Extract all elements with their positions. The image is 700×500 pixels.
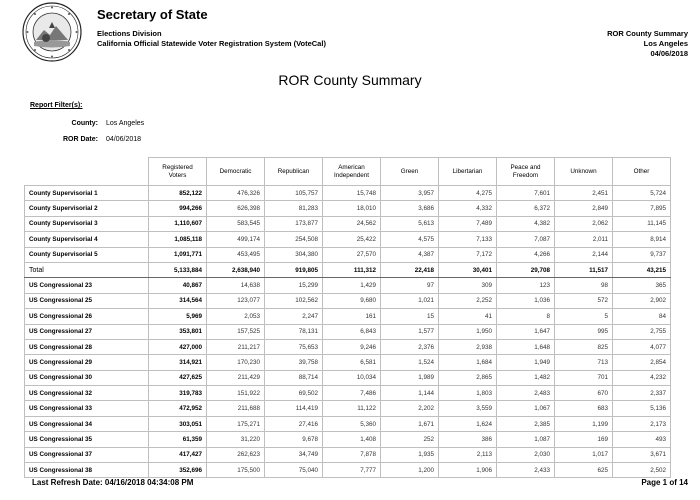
table-cell: 2,433 [497, 463, 555, 478]
table-cell: 262,623 [207, 447, 265, 462]
table-cell: 625 [555, 463, 613, 478]
table-cell: 1,803 [439, 386, 497, 401]
table-cell: 583,545 [207, 216, 265, 231]
table-cell: 3,957 [381, 186, 439, 201]
table-cell: 1,017 [555, 447, 613, 462]
table-cell: 5,969 [149, 309, 207, 324]
table-cell: 34,749 [265, 447, 323, 462]
table-cell: 683 [555, 401, 613, 416]
table-cell: 2,854 [613, 355, 671, 370]
table-cell: 713 [555, 355, 613, 370]
table-cell: 309 [439, 278, 497, 293]
table-cell: 995 [555, 324, 613, 339]
table-cell: 14,638 [207, 278, 265, 293]
table-row [25, 278, 671, 293]
table-cell: 4,387 [381, 247, 439, 262]
table-cell: 2,483 [497, 386, 555, 401]
table-cell: 173,877 [265, 216, 323, 231]
table-cell: 211,688 [207, 401, 265, 416]
table-cell: 852,122 [149, 186, 207, 201]
table-cell: 252 [381, 432, 439, 447]
table-cell: 493 [613, 432, 671, 447]
table-cell: 1,021 [381, 293, 439, 308]
table-row [25, 432, 671, 447]
row-label: US Congressional 38 [25, 463, 149, 478]
table-cell: 2,144 [555, 247, 613, 262]
row-label: US Congressional 30 [25, 370, 149, 385]
table-cell: 365 [613, 278, 671, 293]
column-header: Green [381, 158, 439, 186]
table-cell: 41 [439, 309, 497, 324]
row-label: US Congressional 28 [25, 339, 149, 354]
table-row [25, 339, 671, 354]
table-cell: 40,867 [149, 278, 207, 293]
table-cell: 1,648 [497, 339, 555, 354]
table-cell: 7,895 [613, 201, 671, 216]
row-label: US Congressional 33 [25, 401, 149, 416]
table-cell: 4,232 [613, 370, 671, 385]
table-cell: 352,696 [149, 463, 207, 478]
table-row [25, 293, 671, 308]
table-cell: 31,220 [207, 432, 265, 447]
filter-date-key: ROR Date: [62, 136, 98, 143]
agency-name: Secretary of State [97, 7, 208, 22]
summary-table [24, 157, 671, 478]
table-cell: 825 [555, 339, 613, 354]
table-row [25, 232, 671, 247]
table-row [25, 463, 671, 478]
division-name: Elections Division [97, 29, 162, 38]
table-cell: 5,613 [381, 216, 439, 231]
table-row [25, 186, 671, 201]
table-cell: 2,376 [381, 339, 439, 354]
column-header: Peace and Freedom [497, 158, 555, 186]
table-cell: 499,174 [207, 232, 265, 247]
table-cell: 2,755 [613, 324, 671, 339]
table-cell: 75,653 [265, 339, 323, 354]
table-total-row [25, 262, 671, 277]
table-cell: 353,801 [149, 324, 207, 339]
table-cell: 1,200 [381, 463, 439, 478]
table-cell: 75,040 [265, 463, 323, 478]
row-label: US Congressional 27 [25, 324, 149, 339]
table-cell: 105,757 [265, 186, 323, 201]
table-cell: 10,034 [323, 370, 381, 385]
table-cell: 2,385 [497, 416, 555, 431]
table-cell: 1,199 [555, 416, 613, 431]
table-cell: 626,398 [207, 201, 265, 216]
table-row [25, 216, 671, 231]
table-cell: 4,382 [497, 216, 555, 231]
table-cell: 9,680 [323, 293, 381, 308]
table-cell: 2,053 [207, 309, 265, 324]
table-cell: 7,172 [439, 247, 497, 262]
table-cell: 4,266 [497, 247, 555, 262]
table-row [25, 324, 671, 339]
table-cell: 7,133 [439, 232, 497, 247]
table-cell: 1,684 [439, 355, 497, 370]
state-seal-icon [22, 2, 82, 62]
table-row [25, 386, 671, 401]
table-cell: 2,011 [555, 232, 613, 247]
table-header-row [25, 158, 671, 186]
column-header: American Independent [323, 158, 381, 186]
table-cell: 1,408 [323, 432, 381, 447]
table-cell: 6,581 [323, 355, 381, 370]
table-cell: 4,077 [613, 339, 671, 354]
table-cell: 6,372 [497, 201, 555, 216]
page-indicator: Page 1 of 14 [641, 478, 688, 487]
table-cell: 1,110,607 [149, 216, 207, 231]
table-cell: 25,422 [323, 232, 381, 247]
table-cell: 919,805 [265, 262, 323, 277]
table-cell: 1,577 [381, 324, 439, 339]
table-cell: 1,624 [439, 416, 497, 431]
table-cell: 417,427 [149, 447, 207, 462]
report-meta [607, 29, 688, 59]
table-cell: 98 [555, 278, 613, 293]
table-cell: 476,326 [207, 186, 265, 201]
table-cell: 4,275 [439, 186, 497, 201]
table-cell: 39,758 [265, 355, 323, 370]
table-cell: 7,489 [439, 216, 497, 231]
filter-county-value: Los Angeles [106, 120, 145, 127]
table-cell: 9,737 [613, 247, 671, 262]
table-cell: 123,077 [207, 293, 265, 308]
table-cell: 78,131 [265, 324, 323, 339]
filter-date-value: 04/06/2018 [106, 136, 142, 143]
table-cell: 5,136 [613, 401, 671, 416]
table-cell: 1,085,118 [149, 232, 207, 247]
table-cell: 2,337 [613, 386, 671, 401]
table-cell: 319,783 [149, 386, 207, 401]
table-cell: 1,482 [497, 370, 555, 385]
table-cell: 11,122 [323, 401, 381, 416]
table-cell: 2,902 [613, 293, 671, 308]
column-header: Unknown [555, 158, 613, 186]
table-cell: 8,914 [613, 232, 671, 247]
table-cell: 7,486 [323, 386, 381, 401]
table-body [25, 186, 671, 478]
table-cell: 5,360 [323, 416, 381, 431]
table-cell: 2,638,940 [207, 262, 265, 277]
table-cell: 701 [555, 370, 613, 385]
table-cell: 123 [497, 278, 555, 293]
table-cell: 3,671 [613, 447, 671, 462]
table-cell: 2,113 [439, 447, 497, 462]
table-cell: 114,419 [265, 401, 323, 416]
table-cell: 7,601 [497, 186, 555, 201]
table-cell: 314,921 [149, 355, 207, 370]
table-cell: 9,678 [265, 432, 323, 447]
table-cell: 2,865 [439, 370, 497, 385]
table-cell: 161 [323, 309, 381, 324]
report-title: ROR County Summary [278, 72, 422, 88]
table-cell: 170,230 [207, 355, 265, 370]
filter-county-key: County: [71, 120, 98, 127]
table-cell: 11,145 [613, 216, 671, 231]
table-cell: 3,686 [381, 201, 439, 216]
table-cell: 1,067 [497, 401, 555, 416]
table-row [25, 401, 671, 416]
table-cell: 2,030 [497, 447, 555, 462]
table-cell: 5,133,884 [149, 262, 207, 277]
table-row [25, 309, 671, 324]
row-label: US Congressional 26 [25, 309, 149, 324]
table-cell: 1,647 [497, 324, 555, 339]
table-cell: 111,312 [323, 262, 381, 277]
table-cell: 572 [555, 293, 613, 308]
table-cell: 211,217 [207, 339, 265, 354]
row-label: US Congressional 35 [25, 432, 149, 447]
table-cell: 7,777 [323, 463, 381, 478]
table-row [25, 447, 671, 462]
table-cell: 1,671 [381, 416, 439, 431]
table-cell: 1,429 [323, 278, 381, 293]
table-cell: 43,215 [613, 262, 671, 277]
table-cell: 15 [381, 309, 439, 324]
last-refresh-date: Last Refresh Date: 04/16/2018 04:34:08 PM [32, 478, 194, 487]
system-name: California Official Statewide Voter Registration System (VoteCal) [97, 39, 326, 48]
table-cell: 22,418 [381, 262, 439, 277]
row-label: Total [25, 262, 149, 277]
table-row [25, 247, 671, 262]
table-cell: 88,714 [265, 370, 323, 385]
table-cell: 6,843 [323, 324, 381, 339]
table-cell: 7,087 [497, 232, 555, 247]
table-cell: 2,849 [555, 201, 613, 216]
table-cell: 151,922 [207, 386, 265, 401]
table-cell: 2,502 [613, 463, 671, 478]
table-row [25, 201, 671, 216]
table-cell: 1,906 [439, 463, 497, 478]
table-cell: 175,500 [207, 463, 265, 478]
table-cell: 427,000 [149, 339, 207, 354]
table-cell: 8 [497, 309, 555, 324]
table-row [25, 416, 671, 431]
row-label: County Supervisorial 1 [25, 186, 149, 201]
table-cell: 69,502 [265, 386, 323, 401]
table-cell: 1,989 [381, 370, 439, 385]
table-cell: 4,332 [439, 201, 497, 216]
table-cell: 1,144 [381, 386, 439, 401]
column-header: Other [613, 158, 671, 186]
report-meta-county: Los Angeles [643, 39, 688, 48]
table-cell: 2,202 [381, 401, 439, 416]
table-cell: 1,524 [381, 355, 439, 370]
table-cell: 15,748 [323, 186, 381, 201]
table-cell: 1,949 [497, 355, 555, 370]
row-label: County Supervisorial 3 [25, 216, 149, 231]
row-label: US Congressional 37 [25, 447, 149, 462]
table-cell: 30,401 [439, 262, 497, 277]
table-cell: 102,562 [265, 293, 323, 308]
table-cell: 314,564 [149, 293, 207, 308]
table-cell: 304,380 [265, 247, 323, 262]
table-cell: 169 [555, 432, 613, 447]
table-row [25, 355, 671, 370]
table-cell: 4,575 [381, 232, 439, 247]
table-cell: 9,246 [323, 339, 381, 354]
table-cell: 472,952 [149, 401, 207, 416]
report-meta-date: 04/06/2018 [650, 49, 688, 58]
table-cell: 11,517 [555, 262, 613, 277]
report-filters-label: Report Filter(s): [30, 102, 83, 109]
table-cell: 2,247 [265, 309, 323, 324]
column-header: Democratic [207, 158, 265, 186]
table-cell: 29,708 [497, 262, 555, 277]
table-cell: 2,451 [555, 186, 613, 201]
table-cell: 175,271 [207, 416, 265, 431]
row-label: County Supervisorial 4 [25, 232, 149, 247]
division-block [97, 29, 326, 49]
row-label: County Supervisorial 2 [25, 201, 149, 216]
table-cell: 1,091,771 [149, 247, 207, 262]
table-cell: 453,495 [207, 247, 265, 262]
table-cell: 1,087 [497, 432, 555, 447]
row-label: US Congressional 34 [25, 416, 149, 431]
table-corner-cell [25, 158, 149, 186]
row-label: County Supervisorial 5 [25, 247, 149, 262]
table-cell: 5,724 [613, 186, 671, 201]
table-cell: 254,508 [265, 232, 323, 247]
table-cell: 1,950 [439, 324, 497, 339]
table-cell: 303,051 [149, 416, 207, 431]
table-cell: 84 [613, 309, 671, 324]
table-cell: 24,562 [323, 216, 381, 231]
table-cell: 5 [555, 309, 613, 324]
table-cell: 2,062 [555, 216, 613, 231]
table-cell: 1,036 [497, 293, 555, 308]
table-cell: 3,559 [439, 401, 497, 416]
report-meta-name: ROR County Summary [607, 29, 688, 38]
table-cell: 211,429 [207, 370, 265, 385]
table-cell: 427,625 [149, 370, 207, 385]
column-header: Republican [265, 158, 323, 186]
column-header: Libertarian [439, 158, 497, 186]
table-cell: 2,938 [439, 339, 497, 354]
column-header: Registered Voters [149, 158, 207, 186]
row-label: US Congressional 29 [25, 355, 149, 370]
row-label: US Congressional 23 [25, 278, 149, 293]
table-cell: 1,935 [381, 447, 439, 462]
table-cell: 97 [381, 278, 439, 293]
table-cell: 994,266 [149, 201, 207, 216]
table-cell: 2,252 [439, 293, 497, 308]
table-cell: 81,283 [265, 201, 323, 216]
row-label: US Congressional 25 [25, 293, 149, 308]
table-cell: 27,416 [265, 416, 323, 431]
table-cell: 27,570 [323, 247, 381, 262]
table-cell: 157,525 [207, 324, 265, 339]
table-cell: 61,359 [149, 432, 207, 447]
table-cell: 15,299 [265, 278, 323, 293]
row-label: US Congressional 32 [25, 386, 149, 401]
table-cell: 18,010 [323, 201, 381, 216]
table-cell: 2,173 [613, 416, 671, 431]
table-cell: 386 [439, 432, 497, 447]
table-cell: 670 [555, 386, 613, 401]
table-cell: 7,878 [323, 447, 381, 462]
table-row [25, 370, 671, 385]
